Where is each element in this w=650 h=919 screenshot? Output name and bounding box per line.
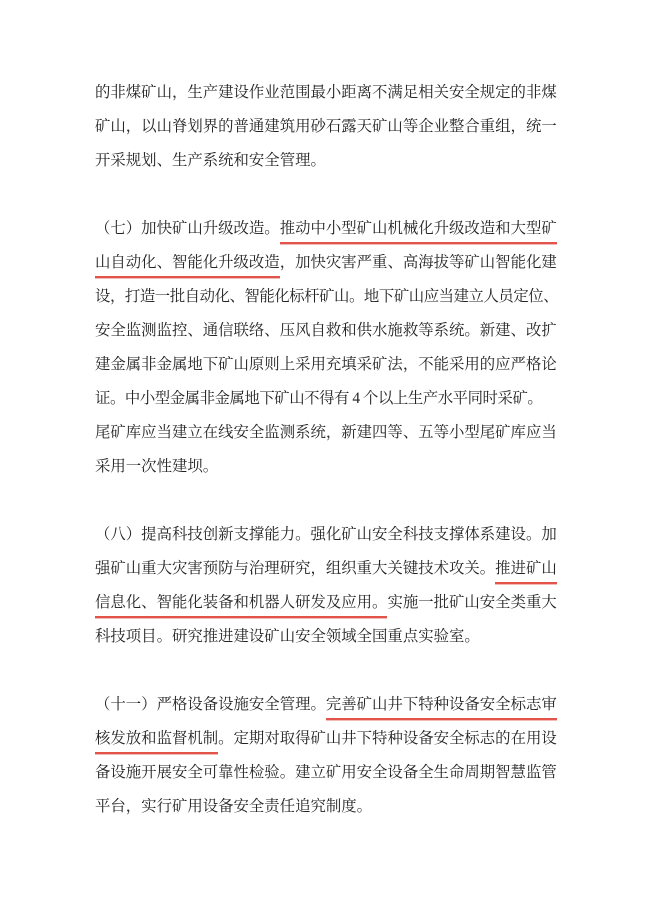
text-segment: 备设施开展安全可靠性检验。建立矿用安全设备全生命周期智慧监管: [95, 764, 557, 781]
text-line: [95, 416, 565, 450]
text-segment: 安全监测监控、通信联络、压风自救和供水施救等系统。新建、改扩: [95, 322, 557, 339]
underlined-text: 完善矿山井下特种设备安全标志审: [326, 696, 557, 720]
text-line: [95, 144, 565, 178]
text-line: [95, 620, 565, 654]
text-line: [95, 518, 565, 552]
text-line: [95, 280, 565, 314]
text-segment: 设，打造一批自动化、智能化标杆矿山。地下矿山应当建立人员定位、: [95, 288, 559, 305]
text-line: [95, 756, 565, 790]
text-segment: 。定期对取得矿山井下特种设备安全标志的在用设: [218, 730, 557, 747]
underlined-text: 信息化、智能化装备和机器人研发及应用。: [95, 594, 387, 618]
text-segment: 采用一次性建坝。: [95, 458, 219, 475]
text-line: [95, 450, 565, 484]
paragraph-item-7-mine-upgrading: [95, 212, 565, 484]
text-segment: 强矿山重大灾害预防与治理研究，组织重大关键技术攻关。: [95, 560, 496, 577]
text-segment: 尾矿库应当建立在线安全监测系统，新建四等、五等小型尾矿库应当: [95, 424, 557, 441]
underlined-text: 山自动化、智能化升级改造: [95, 254, 280, 278]
text-line: [95, 246, 565, 280]
underlined-text: 推进矿山: [495, 560, 557, 584]
text-segment: 开采规划、生产系统和安全管理。: [95, 152, 326, 169]
text-line: [95, 552, 565, 586]
text-segment: 科技项目。研究推进建设矿山安全领域全国重点实验室。: [95, 628, 480, 645]
text-segment: 矿山，以山脊划界的普通建筑用砂石露天矿山等企业整合重组，统一: [95, 118, 557, 135]
text-line: [95, 76, 565, 110]
paragraph-intro-continuation: [95, 76, 565, 178]
text-line: [95, 110, 565, 144]
text-segment: 的非煤矿山，生产建设作业范围最小距离不满足相关安全规定的非煤: [95, 84, 557, 101]
text-line: [95, 722, 565, 756]
underlined-text: 核发放和监督机制: [95, 730, 218, 754]
paragraph-item-8-tech-innovation: [95, 518, 565, 654]
text-segment: 实施一批矿山安全类重大: [387, 594, 557, 611]
text-segment: （七）加快矿山升级改造。: [95, 220, 280, 237]
text-line: [95, 212, 565, 246]
text-segment: （十一）严格设备设施安全管理。: [95, 696, 326, 713]
text-line: [95, 688, 565, 722]
text-segment: 建金属非金属地下矿山原则上采用充填采矿法，不能采用的应严格论: [95, 356, 557, 373]
text-segment: （八）提高科技创新支撑能力。强化矿山安全科技支撑体系建设。加: [95, 526, 557, 543]
text-segment: 证。中小型金属非金属地下矿山不得有 4 个以上生产水平同时采矿。: [95, 390, 543, 407]
text-segment: ，加快灾害严重、高海拔等矿山智能化建: [279, 254, 557, 271]
text-segment: 平台，实行矿用设备安全责任追究制度。: [95, 798, 373, 815]
text-line: [95, 314, 565, 348]
text-line: [95, 586, 565, 620]
paragraph-item-11-equipment-safety: [95, 688, 565, 824]
document-content: [95, 76, 565, 824]
text-line: [95, 790, 565, 824]
text-line: [95, 382, 565, 416]
text-line: [95, 348, 565, 382]
underlined-text: 推动中小型矿山机械化升级改造和大型矿: [280, 220, 557, 244]
